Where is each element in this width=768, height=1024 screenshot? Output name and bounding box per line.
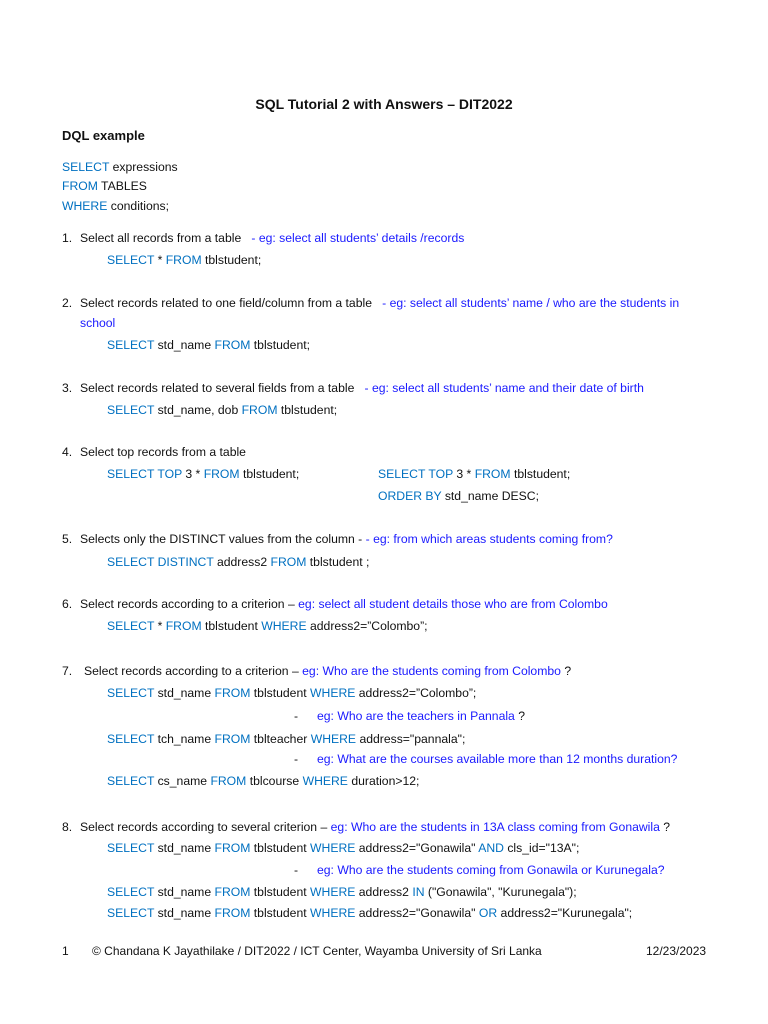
sql-text: std_name: [154, 841, 215, 855]
item-description: Select records according to several criterion –: [80, 820, 328, 834]
keyword: FROM: [165, 253, 202, 267]
sql-text: tblstudent;: [239, 467, 300, 481]
item-text: [84, 664, 571, 678]
keyword: FROM: [214, 841, 251, 855]
sub-example: [317, 709, 525, 723]
sql-line: [107, 774, 419, 788]
keyword: FROM: [214, 338, 251, 352]
item-example: - eg: from which areas students coming from?: [365, 532, 613, 546]
sql-text: cls_id="13A";: [503, 841, 580, 855]
sql-text: tblteacher: [250, 732, 311, 746]
keyword: FROM: [270, 555, 307, 569]
section-heading: DQL example: [62, 128, 145, 143]
keyword: SELECT: [378, 467, 426, 481]
keyword: SELECT: [107, 686, 155, 700]
sql-text: *: [154, 253, 166, 267]
keyword: WHERE: [310, 841, 356, 855]
item-description: Select records related to one field/column from a table: [80, 296, 372, 310]
keyword: WHERE: [310, 732, 357, 746]
sql-line: [107, 253, 261, 267]
sql-text: 3 *: [182, 467, 204, 481]
keyword: FROM: [214, 686, 251, 700]
keyword: SELECT: [107, 732, 155, 746]
sub-example: eg: Who are the students coming from Gonawila or Kurunegala?: [317, 863, 665, 877]
item-example: - eg: select all students’ name and their date of birth: [364, 381, 644, 395]
syntax-line: [62, 179, 147, 193]
sql-text: tblstudent;: [250, 338, 311, 352]
sql-text: address2: [355, 885, 413, 899]
keyword: FROM: [210, 774, 247, 788]
keyword: WHERE: [310, 885, 356, 899]
keyword: ORDER BY: [378, 489, 442, 503]
item-text: [80, 820, 670, 834]
item-example: eg: Who are the students coming from Colombo: [302, 664, 561, 678]
sql-text: tblcourse: [246, 774, 303, 788]
sql-text: tblstudent: [201, 619, 262, 633]
sql-text: address2=”Colombo”;: [355, 686, 477, 700]
keyword: FROM: [241, 403, 278, 417]
sub-example: eg: What are the courses available more than 12 months duration?: [317, 752, 678, 766]
item-text: [80, 381, 644, 395]
keyword: AND: [478, 841, 504, 855]
item-number: 5.: [62, 532, 73, 546]
sql-text: tch_name: [154, 732, 215, 746]
sql-text: address="pannala";: [356, 732, 466, 746]
sql-line: [107, 403, 337, 417]
item-text: [80, 597, 608, 611]
sql-text: address2="Gonawila": [355, 906, 479, 920]
item-text: [80, 296, 679, 310]
sql-line: [107, 732, 465, 746]
footer-date: 12/23/2023: [646, 944, 707, 958]
sql-text: address2=”Colombo”;: [306, 619, 428, 633]
keyword: WHERE: [302, 774, 348, 788]
keyword: SELECT: [107, 841, 155, 855]
sql-line: [107, 906, 632, 920]
sql-text: std_name: [154, 338, 215, 352]
item-description: Select top records from a table: [80, 445, 246, 459]
keyword: SELECT: [107, 467, 155, 481]
page-title: SQL Tutorial 2 with Answers – DIT2022: [255, 96, 513, 112]
keyword: SELECT: [107, 906, 155, 920]
item-number: 4.: [62, 445, 73, 459]
item-description: Select records according to a criterion –: [80, 597, 295, 611]
keyword: SELECT: [107, 619, 155, 633]
dash: -: [294, 863, 299, 877]
item-example: eg: select all student details those who are from Colombo: [298, 597, 608, 611]
keyword: DISTINCT: [157, 555, 214, 569]
keyword: WHERE: [310, 686, 356, 700]
syntax-text: conditions;: [107, 199, 170, 213]
keyword: SELECT: [107, 403, 155, 417]
sql-text: std_name DESC;: [441, 489, 539, 503]
item-number: 7.: [62, 664, 73, 678]
item-text: [80, 231, 464, 245]
sql-text: std_name: [154, 906, 215, 920]
syntax-text: TABLES: [97, 179, 147, 193]
item-number: 2.: [62, 296, 73, 310]
footer-copyright: © Chandana K Jayathilake / DIT2022 / ICT Center, Wayamba University of Sri Lanka: [92, 944, 542, 958]
sql-text: tblstudent ;: [306, 555, 370, 569]
item-number: 1.: [62, 231, 73, 245]
sql-text: *: [154, 619, 166, 633]
sql-text: address2: [213, 555, 271, 569]
keyword: SELECT: [107, 885, 155, 899]
item-description: Select all records from a table: [80, 231, 242, 245]
keyword: IN: [412, 885, 425, 899]
sql-text: tblstudent;: [201, 253, 262, 267]
sql-text: std_name, dob: [154, 403, 242, 417]
keyword: TOP: [428, 467, 453, 481]
sql-text: std_name: [154, 686, 215, 700]
sql-line: [107, 619, 428, 633]
item-description: Select records related to several fields from a table: [80, 381, 355, 395]
keyword: FROM: [203, 467, 240, 481]
sql-text: tblstudent;: [277, 403, 338, 417]
keyword: FROM: [214, 885, 251, 899]
item-example: eg: Who are the students in 13A class coming from Gonawila: [330, 820, 660, 834]
item-description: Select records according to a criterion –: [84, 664, 299, 678]
keyword: FROM: [165, 619, 202, 633]
item-example-cont: school: [80, 316, 116, 330]
sql-text: tblstudent: [250, 906, 311, 920]
keyword: SELECT: [107, 338, 155, 352]
sql-text: address2="Gonawila": [355, 841, 479, 855]
keyword: FROM: [214, 906, 251, 920]
sql-line: [107, 338, 310, 352]
question-mark: ?: [663, 820, 671, 834]
sql-line: [378, 467, 570, 481]
keyword: WHERE: [310, 906, 356, 920]
keyword: FROM: [214, 732, 251, 746]
sql-text: tblstudent;: [510, 467, 571, 481]
item-number: 3.: [62, 381, 73, 395]
dash: -: [294, 752, 299, 766]
keyword: FROM: [62, 179, 98, 193]
keyword: WHERE: [261, 619, 307, 633]
item-number: 8.: [62, 820, 73, 834]
sql-text: tblstudent: [250, 841, 311, 855]
sql-text: 3 *: [453, 467, 475, 481]
sql-line: [107, 467, 299, 481]
syntax-line: [62, 199, 169, 213]
item-example: - eg: select all students’ details /records: [251, 231, 465, 245]
sql-text: tblstudent: [250, 686, 311, 700]
sql-text: std_name: [154, 885, 215, 899]
sql-text: ("Gonawila", "Kurunegala");: [424, 885, 577, 899]
syntax-text: expressions: [109, 160, 178, 174]
keyword: WHERE: [62, 199, 108, 213]
sql-text: tblstudent: [250, 885, 311, 899]
keyword: FROM: [474, 467, 511, 481]
sql-line: [378, 489, 539, 503]
sql-text: cs_name: [154, 774, 211, 788]
item-example: - eg: select all students’ name / who are the students in: [382, 296, 680, 310]
dash: -: [294, 709, 299, 723]
sql-line: [107, 841, 579, 855]
item-number: 6.: [62, 597, 73, 611]
page-number: 1: [62, 944, 69, 958]
item-example: eg: Who are the teachers in Pannala: [317, 709, 515, 723]
item-text: [80, 532, 613, 546]
item-description: Selects only the DISTINCT values from the column -: [80, 532, 363, 546]
question-mark: ?: [518, 709, 526, 723]
keyword: SELECT: [107, 555, 155, 569]
keyword: SELECT: [107, 774, 155, 788]
keyword: SELECT: [107, 253, 155, 267]
keyword: TOP: [157, 467, 182, 481]
keyword: OR: [478, 906, 498, 920]
sql-line: [107, 686, 476, 700]
sql-line: [107, 885, 577, 899]
sql-text: address2="Kurunegala";: [497, 906, 633, 920]
sql-line: [107, 555, 369, 569]
question-mark: ?: [564, 664, 572, 678]
syntax-line: [62, 160, 178, 174]
keyword: SELECT: [62, 160, 110, 174]
sql-text: duration>12;: [347, 774, 420, 788]
